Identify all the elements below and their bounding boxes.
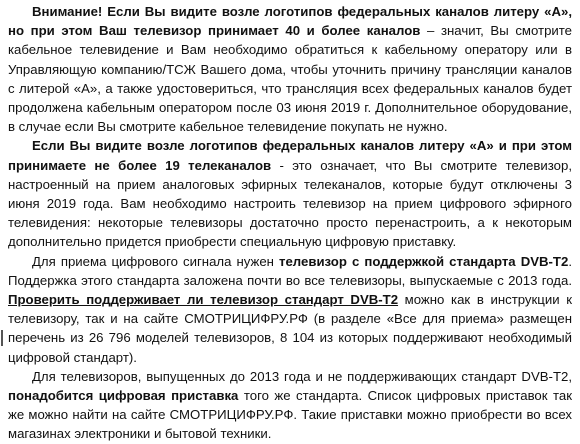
paragraph-cable-tv [8, 2, 572, 136]
margin-mark [1, 330, 3, 346]
paragraph-analog-tv [8, 136, 572, 251]
dvb-check-underlined-text: Проверить поддерживает ли телевизор стандарт DVB-T2 [8, 292, 399, 308]
stb-bold-text: понадобится цифровая приставка [8, 388, 239, 404]
cable-tv-text: – значит, Вы смотрите кабельное телевидение и Вам необходимо обратиться к кабельному оператору или в Управляющую компанию/ТСЖ Вашего дома, чтобы уточнить причину трансляции каналов с литерой «А», а также удостовериться, что трансляция всех федеральных каналов будет продолжена кабельным оператором после 03 июня 2019 г. Дополнительное оборудование, в случае если Вы смотрите кабельное телевидение покупать не нужно. [8, 23, 572, 135]
paragraph-dvb-t2 [8, 252, 572, 367]
warning-bold-text: Внимание! Если Вы видите возле логотипов федеральных каналов литеру «А», но при этом Ваш телевизор принимает 40 и более каналов [8, 4, 572, 39]
analog-bold-text: Если Вы видите возле логотипов федеральных каналов литеру «А» и при этом принимаете не более 19 телеканалов [8, 138, 572, 173]
dvb-support-text: . Поддержка этого стандарта заложена почти во все телевизоры, выпускаемые с 2013 года. [8, 253, 572, 288]
dvb-tv-bold-text: телевизор с поддержкой стандарта DVB-T2 [279, 253, 569, 269]
dvb-check-details-text: можно как в инструкции к телевизору, так и на сайте СМОТРИЦИФРУ.РФ (в разделе «Все для приема» размещен перечень из 26 796 моделей телевизоров, 8 104 из которых поддерживают необходимый цифровой стандарт). [8, 292, 572, 365]
stb-details-text: того же стандарта. Список цифровых приставок так же можно найти на сайте СМОТРИЦИФРУ.РФ. Такие приставки можно приобрести во всех магазинах электроники и бытовой техники. [8, 388, 573, 442]
paragraph-set-top-box [8, 367, 572, 444]
stb-intro-text: Для телевизоров, выпущенных до 2013 года и не поддерживающих стандарт DVB-T2, [32, 368, 572, 384]
dvb-intro-text: Для приема цифрового сигнала нужен [32, 253, 280, 269]
analog-tv-text: - это означает, что Вы смотрите телевизор, настроенный на прием аналоговых эфирных телеканалов, которые будут отключены 3 июня 2019 года. Вам необходимо настроить телевизор на прием цифрового эфирного телевидения: некоторые телевизоры достаточно просто перенастроить, а к некоторым дополнительно придется приобрести специальную цифровую приставку. [8, 157, 572, 250]
